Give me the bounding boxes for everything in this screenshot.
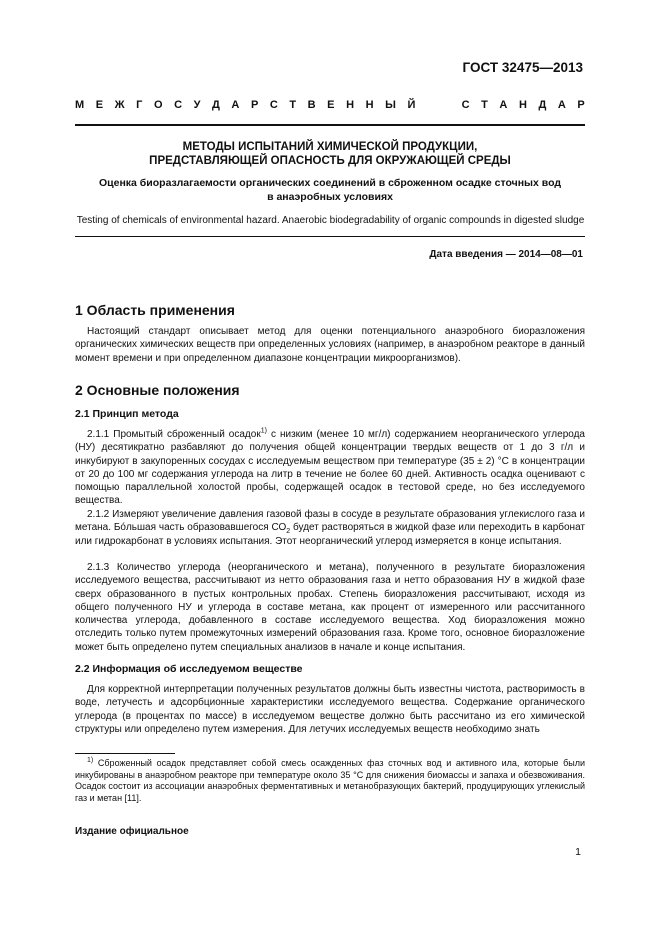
letter: А [499, 99, 508, 111]
title-line: ПРЕДСТАВЛЯЮЩЕЙ ОПАСНОСТЬ ДЛЯ ОКРУЖАЮЩЕЙ СРЕДЫ [149, 155, 511, 167]
section-1-heading: 1 Область применения [75, 302, 235, 318]
letter: С [269, 99, 278, 111]
footnote-text: Сброженный осадок представляет собой смесь осажденных фаз сточных вод и активного ила, которые были инкубированы в анаэробном реакторе при температуре около 35 °С для снижения биомассы и запаха и обезвоживания. Осадок состоит из ассоциации анаэробных ферментативных и метанобразующих бактерий, продуцирующих углекислый газ и метан [11]. [75, 758, 585, 803]
footnote-ref: 1) [260, 427, 267, 435]
paragraph-2-1-3: 2.1.3 Количество углерода (неорганического и метана), полученного в результате биоразложения исследуемого вещества, рассчитывают из нетто образования газа и нетто образования НУ в жидкой фазе сверх образованного в пустых контрольных пробах. Степень биоразложения рассчитывают, исходя из общего полученного НУ и углерода в составе метана, как процент от измеренного или рассчитанного количества углерода, добавленного в составе исследуемого вещества. Ход биоразложения можно отследить только путем промежуточных измерений образования газа. Кроме того, основное биоразложение может быть определено путем специальных анализов в начале и конце испытания. [75, 562, 585, 653]
letter: Р [577, 99, 585, 111]
footnote [75, 758, 585, 804]
letter: Д [212, 99, 220, 111]
section-1-text: Настоящий стандарт описывает метод для оценки потенциального анаэробного биоразложения органических химических веществ при определенных условиях (например, в анаэробном реакторе в данный момент времени и при определенном диапазоне концентрации микроорганизмов). [75, 326, 585, 364]
paragraph-text: 2.1.2 Измеряют увеличение давления газовой фазы в сосуде в результате образования углекислого газа и метана. Бóльшая часть образовавшегося СО [75, 509, 585, 534]
letter: С [174, 99, 183, 111]
letter: Г [136, 99, 143, 111]
title-line: МЕТОДЫ ИСПЫТАНИЙ ХИМИЧЕСКОЙ ПРОДУКЦИИ, [182, 141, 478, 153]
title-rule [75, 236, 585, 237]
letter: В [307, 99, 316, 111]
letter: Д [538, 99, 547, 111]
subtitle-line: Оценка биоразлагаемости органических соединений в сброженном осадке сточных вод [98, 177, 562, 189]
paragraph-text: 2.1.1 Промытый сброженный осадок [87, 429, 261, 440]
subscript: 2 [286, 528, 291, 536]
letter: Ы [385, 99, 396, 111]
letter: С [461, 99, 470, 111]
document-title [75, 140, 585, 168]
header-rule [75, 124, 585, 126]
letter: Й [407, 99, 416, 111]
section-2-heading: 2 Основные положения [75, 382, 240, 398]
letter: М [75, 99, 85, 111]
edition-label: Издание официальное [75, 826, 189, 837]
letter: Н [365, 99, 374, 111]
introduction-date: Дата введения — 2014—08—01 [429, 249, 583, 260]
letter: О [153, 99, 163, 111]
standard-code: ГОСТ 32475—2013 [462, 60, 583, 75]
document-subtitle [75, 176, 585, 204]
letter: А [231, 99, 240, 111]
letter: А [557, 99, 566, 111]
letter: Ж [114, 99, 125, 111]
subsection-2-1-heading: 2.1 Принцип метода [75, 408, 179, 420]
interstate-standard-label [75, 99, 585, 111]
paragraph-text: с низким (менее 10 мг/л) содержанием неорганического углерода (НУ) десятикратно разбавляют до получения общей концентрации твердых веществ от 1 до 3 г/л и инкубируют в закупоренных сосудах с исследуемым веществом при температуре (35 ± 2) °С в концентрации от 20 до 100 мг содержания углерода на литр в течение не более 60 дней. Активность осадка оценивают с помощью параллельной холостой пробы, содержащей осадок в тестовой среде, но без исследуемого вещества. [75, 429, 585, 507]
paragraph-2-2: Для корректной интерпретации полученных результатов должны быть известны чистота, растворимость в воде, летучесть и адсорбционные характеристики исследуемого вещества. Содержание органического углерода (в процентах по массе) в исследуемом веществе должно быть рассчитано из его химической структуры или определено путем измерения. Для летучих исследуемых веществ необходимо знать [75, 684, 585, 735]
paragraph-text: будет растворяться в жидкой фазе или переходить в карбонат или гидрокарбонат в условиях испытания. Этот неорганический углерод измеряется в конце испытания. [75, 522, 586, 547]
letter: Е [95, 99, 104, 111]
footnote-rule [75, 753, 175, 754]
paragraph-2-1-2 [75, 508, 585, 548]
footnote-mark: 1) [87, 757, 94, 764]
letter: Т [289, 99, 297, 111]
paragraph-2-1-1 [75, 428, 585, 508]
subtitle-line: в анаэробных условиях [267, 191, 393, 203]
letter: Н [518, 99, 527, 111]
subsection-2-2-heading: 2.2 Информация об исследуемом веществе [75, 663, 303, 675]
letter: Е [327, 99, 335, 111]
english-title: Testing of chemicals of environmental hazard. Anaerobic biodegradability of organic compounds in digested sludge [76, 215, 585, 226]
letter: У [193, 99, 201, 111]
page-number: 1 [575, 846, 581, 858]
letter: Т [481, 99, 488, 111]
letter: Р [250, 99, 259, 111]
letter: Н [346, 99, 355, 111]
